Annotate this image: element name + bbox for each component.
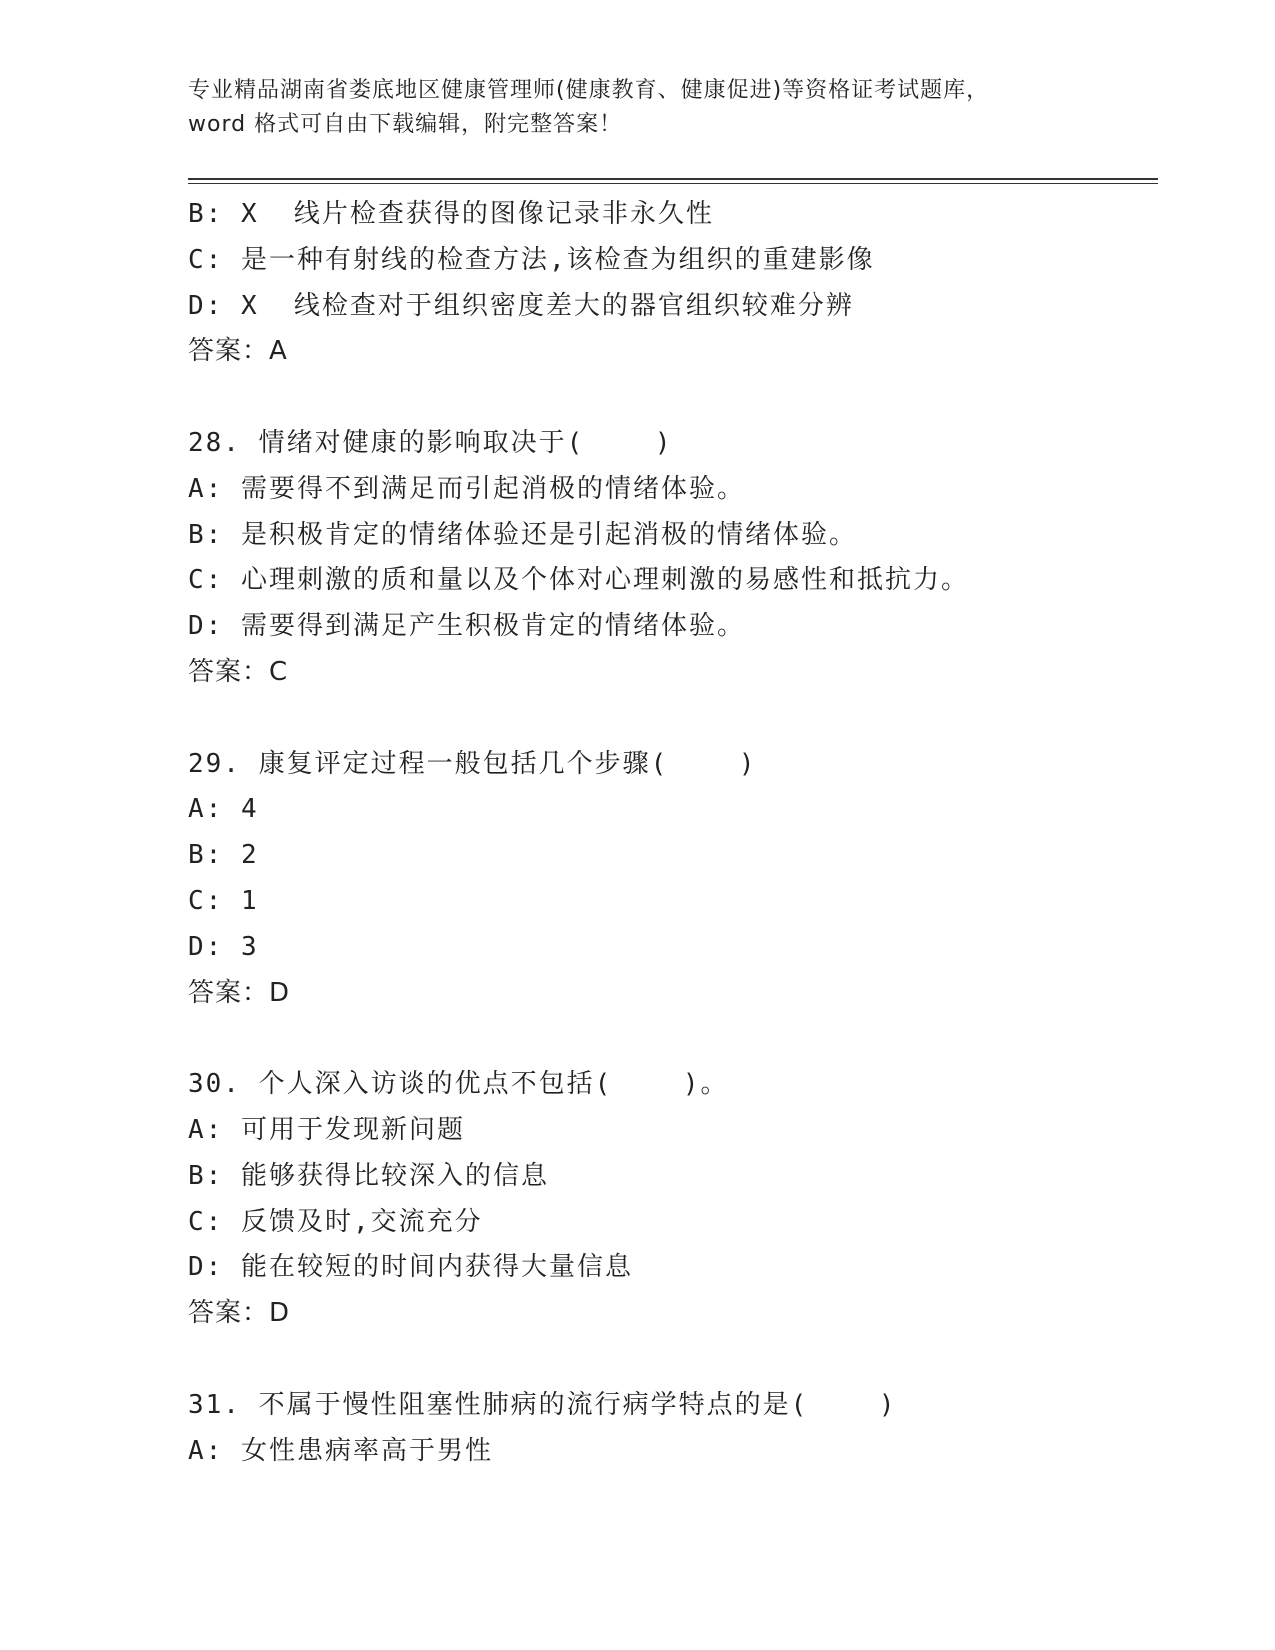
option-line: C: 是一种有射线的检查方法,该检查为组织的重建影像	[188, 244, 875, 275]
option-line: B: X 线片检查获得的图像记录非永久性	[188, 199, 714, 229]
option-line: D: X 线检查对于组织密度差大的器官组织较难分辨	[188, 290, 854, 321]
option-line: D: 能在较短的时间内获得大量信息	[188, 1252, 633, 1283]
option-line: A: 可用于发现新问题	[188, 1114, 465, 1145]
option-line: B: 能够获得比较深入的信息	[188, 1160, 549, 1191]
header-divider	[188, 178, 1158, 180]
question-title: 30. 个人深入访谈的优点不包括( )。	[188, 1069, 729, 1100]
option-line: B: 2	[188, 840, 259, 871]
option-line: C: 心理刺激的质和量以及个体对心理刺激的易感性和抵抗力。	[188, 565, 969, 596]
document-header	[188, 74, 1088, 142]
answer-line: 答案：C	[188, 656, 289, 687]
question-title: 28. 情绪对健康的影响取决于( )	[188, 427, 673, 458]
question-title: 31. 不属于慢性阻塞性肺病的流行病学特点的是( )	[188, 1389, 897, 1420]
option-line: A: 4	[188, 794, 259, 825]
option-line: A: 需要得不到满足而引起消极的情绪体验。	[188, 473, 745, 504]
header-line-1: 专业精品湖南省娄底地区健康管理师(健康教育、健康促进)等资格证考试题库，	[188, 78, 990, 103]
option-line: D: 需要得到满足产生积极肯定的情绪体验。	[188, 611, 745, 642]
answer-line: 答案：A	[188, 336, 288, 367]
answer-line: 答案：D	[188, 977, 291, 1008]
option-line: D: 3	[188, 931, 259, 962]
option-line: C: 反馈及时,交流充分	[188, 1206, 483, 1237]
question-title: 29. 康复评定过程一般包括几个步骤( )	[188, 748, 757, 779]
option-line: A: 女性患病率高于男性	[188, 1435, 493, 1466]
question-list	[188, 192, 1188, 1474]
answer-line: 答案：D	[188, 1298, 291, 1329]
header-line-2: word 格式可自由下载编辑，附完整答案！	[188, 112, 623, 137]
header-divider-thin	[188, 183, 1158, 184]
option-line: B: 是积极肯定的情绪体验还是引起消极的情绪体验。	[188, 519, 857, 550]
option-line: C: 1	[188, 885, 259, 916]
